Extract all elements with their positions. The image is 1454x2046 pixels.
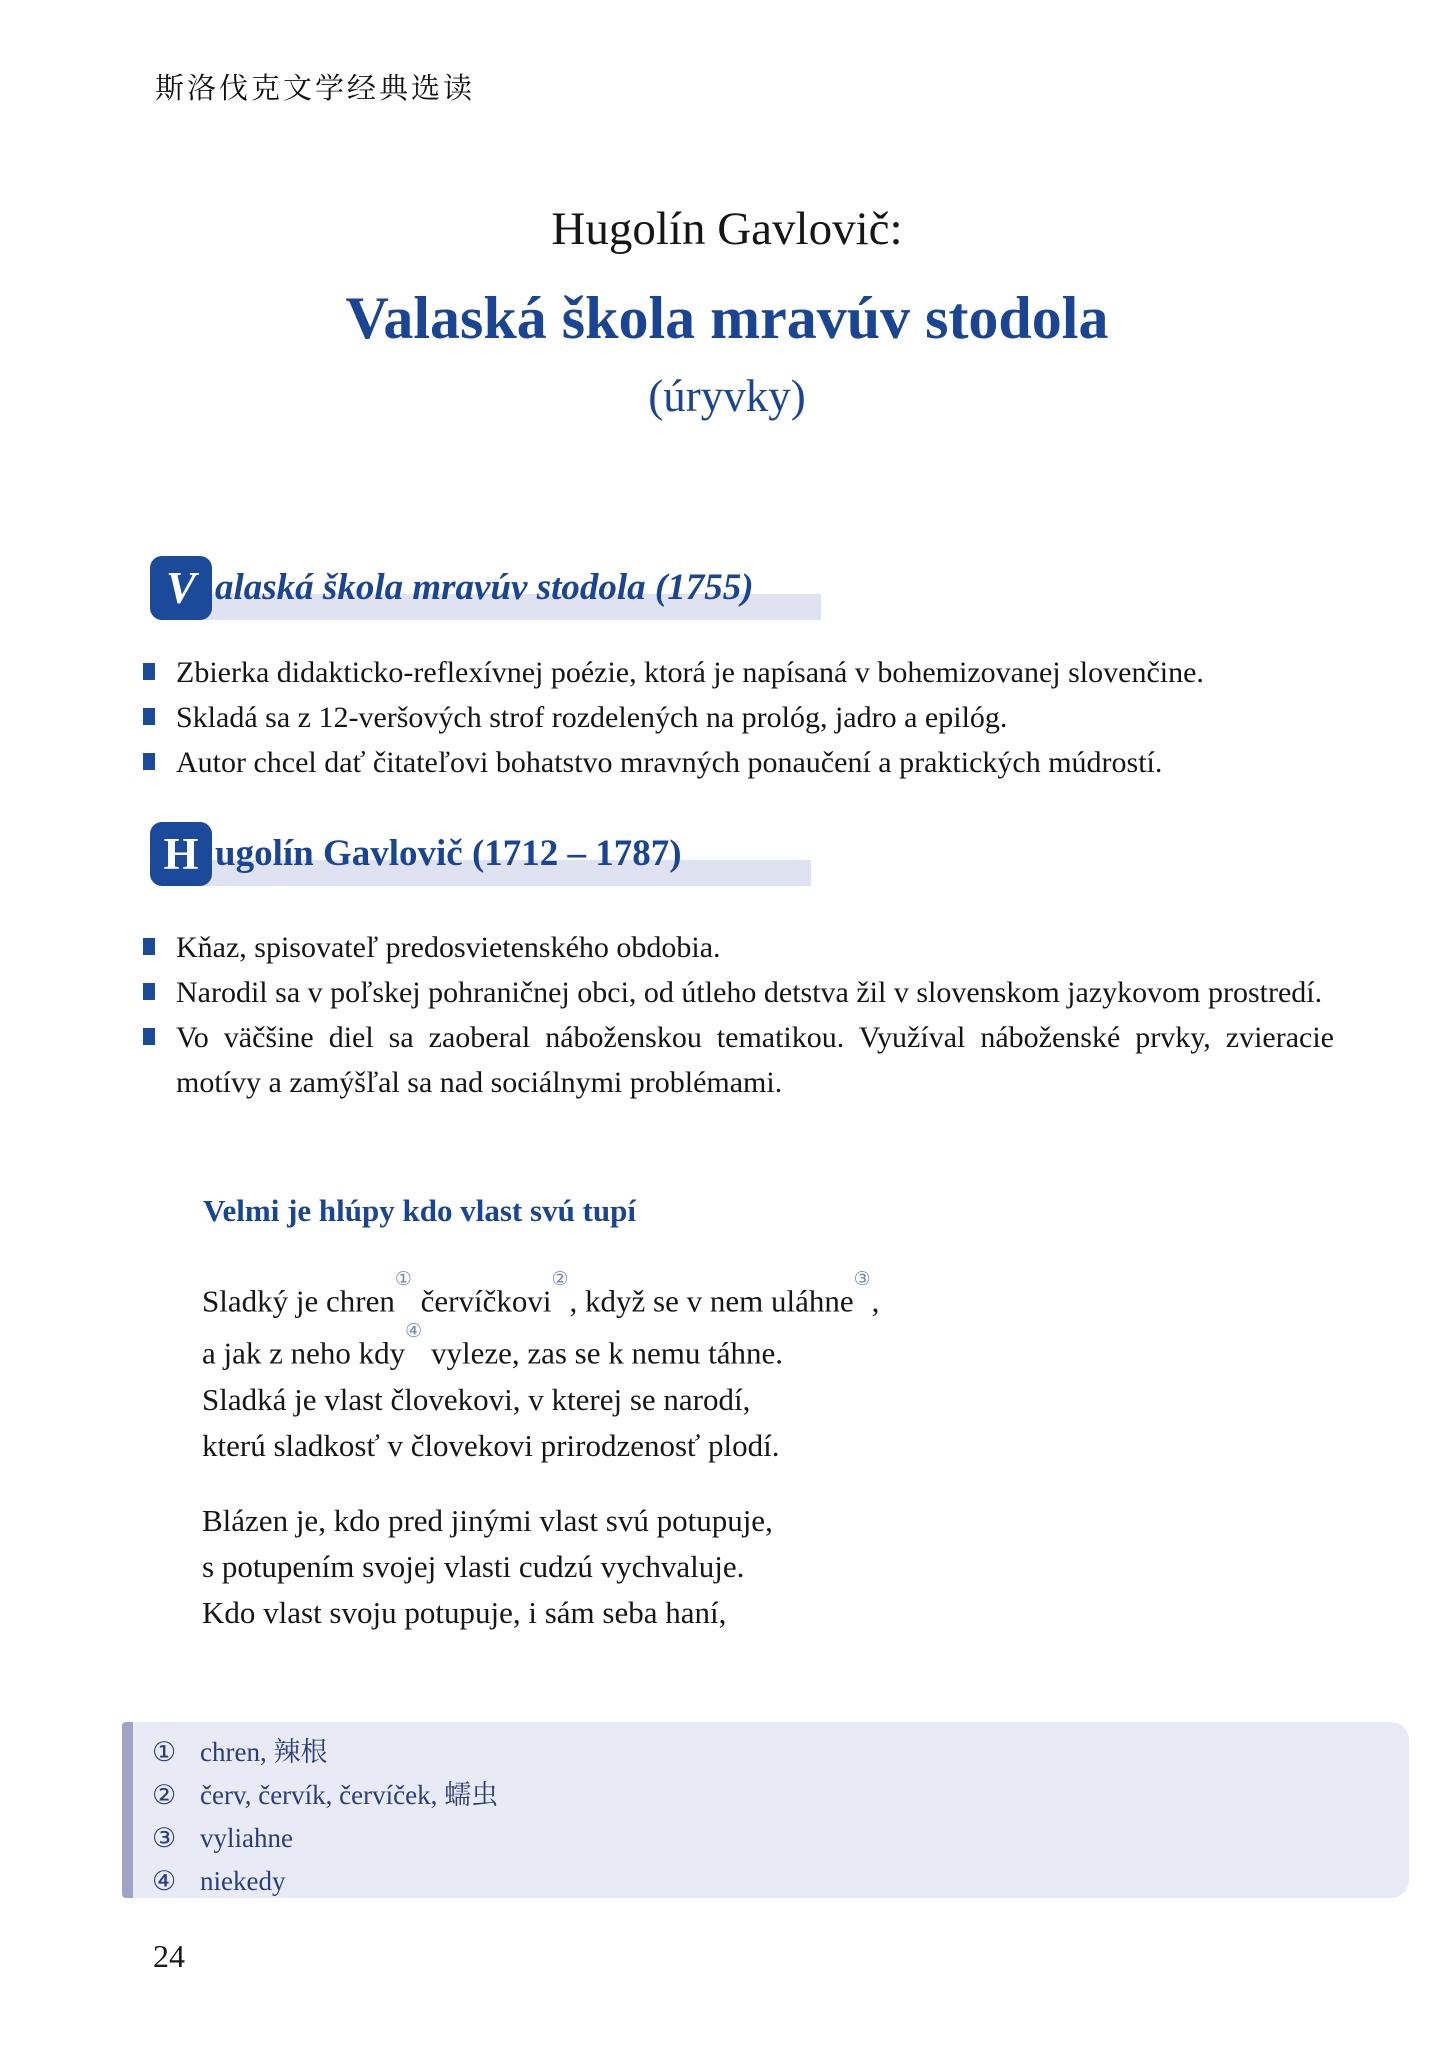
bullet-square-icon (143, 753, 155, 770)
bullet-square-icon (143, 1028, 155, 1045)
list-item-text: Vo väčšine diel sa zaoberal náboženskou tematikou. Využíval náboženské prvky, zvieracie motívy a zamýšľal sa nad sociálnymi problémami. (176, 1021, 1334, 1099)
footnote-marker: ① (152, 1737, 177, 1767)
section-heading-author (150, 822, 682, 886)
footnote-text: chren, 辣根 (200, 1737, 328, 1767)
bullet-square-icon (143, 983, 155, 1000)
list-item-text: Narodil sa v poľskej pohraničnej obci, od útleho detstva žil v slovenskom jazykovom prostredí. (176, 976, 1323, 1009)
heading-initial-box (150, 556, 212, 620)
list-item (143, 970, 1343, 1015)
poem-text: vyleze, zas se k nemu táhne. (423, 1335, 784, 1371)
poem-text: a jak z neho kdy (202, 1335, 406, 1371)
list-item (143, 925, 1343, 970)
work-title: Valaská škola mravúv stodola (345, 285, 1109, 351)
footnote-box-left-bar (122, 1722, 133, 1898)
footnote-text: niekedy (200, 1866, 286, 1896)
footnote-box (122, 1722, 1409, 1898)
poem-line: Sladká je vlast človekovi, v kterej se narodí, (202, 1381, 751, 1417)
work-facts-list (143, 650, 1343, 785)
poem-stanza-2 (202, 1498, 773, 1636)
poem-text: Sladký je chren (202, 1283, 395, 1319)
heading-text: ugolín Gavlovič (1712 – 1787) (215, 833, 682, 874)
list-item (143, 650, 1343, 695)
poem-line: Blázen je, kdo pred jinými vlast svú potupuje, (202, 1503, 773, 1538)
footnote-marker: ② (152, 1780, 177, 1810)
footnote-item (152, 1860, 498, 1903)
list-item (143, 740, 1343, 785)
footnote-ref-3: ③ (853, 1269, 872, 1290)
heading-initial-box (150, 822, 212, 886)
poem-line (202, 1269, 880, 1324)
author-facts-list (143, 925, 1343, 1105)
poem-title: Velmi je hlúpy kdo vlast svú tupí (203, 1193, 636, 1228)
heading-initial: H (163, 829, 199, 879)
heading-text: alaská škola mravúv stodola (1755) (215, 567, 754, 608)
poem-text: , (871, 1283, 880, 1319)
footnote-ref-1: ① (394, 1269, 413, 1290)
list-item (143, 1015, 1343, 1105)
poem-text: , když se v nem uláhne (569, 1283, 854, 1319)
page-number: 24 (153, 1938, 185, 1974)
list-item-text: Skladá sa z 12-veršových strof rozdelených na prológ, jadro a epilóg. (176, 701, 1008, 734)
list-item (143, 695, 1343, 740)
list-item-text: Autor chcel dať čitateľovi bohatstvo mravných ponaučení a praktických múdrostí. (176, 746, 1163, 779)
list-item-text: Zbierka didakticko-reflexívnej poézie, ktorá je napísaná v bohemizovanej slovenčine. (176, 656, 1204, 689)
bullet-square-icon (143, 663, 155, 680)
footnote-item (152, 1774, 498, 1817)
footnote-ref-2: ② (551, 1269, 570, 1290)
bullet-square-icon (143, 938, 155, 955)
footnote-marker: ④ (152, 1866, 177, 1896)
poem-stanza-1 (202, 1269, 880, 1469)
footnote-ref-4: ④ (405, 1321, 424, 1343)
footnote-list (152, 1731, 498, 1903)
footnote-text: červ, červík, červíček, 蠕虫 (200, 1780, 499, 1810)
footnote-item (152, 1731, 498, 1774)
section-heading-work (150, 556, 754, 620)
author-title-line: Hugolín Gavlovič: (551, 203, 903, 255)
list-item-text: Kňaz, spisovateľ predosvietenského obdobia. (176, 931, 721, 964)
poem-line: s potupením svojej vlasti cudzú vychvaluje. (202, 1549, 745, 1584)
poem-line: kterú sladkosť v človekovi prirodzenosť plodí. (202, 1427, 780, 1463)
bullet-square-icon (143, 708, 155, 725)
footnote-item (152, 1817, 498, 1860)
running-header: 斯洛伐克文学经典选读 (155, 73, 476, 105)
footnote-text: vyliahne (200, 1823, 293, 1853)
poem-line: Kdo vlast svoju potupuje, i sám seba haní, (202, 1595, 727, 1630)
heading-initial: V (165, 563, 196, 613)
footnote-marker: ③ (152, 1823, 177, 1853)
poem-line (202, 1321, 879, 1376)
poem-text: červíčkovi (412, 1283, 552, 1319)
work-subtitle: (úryvky) (648, 371, 806, 421)
